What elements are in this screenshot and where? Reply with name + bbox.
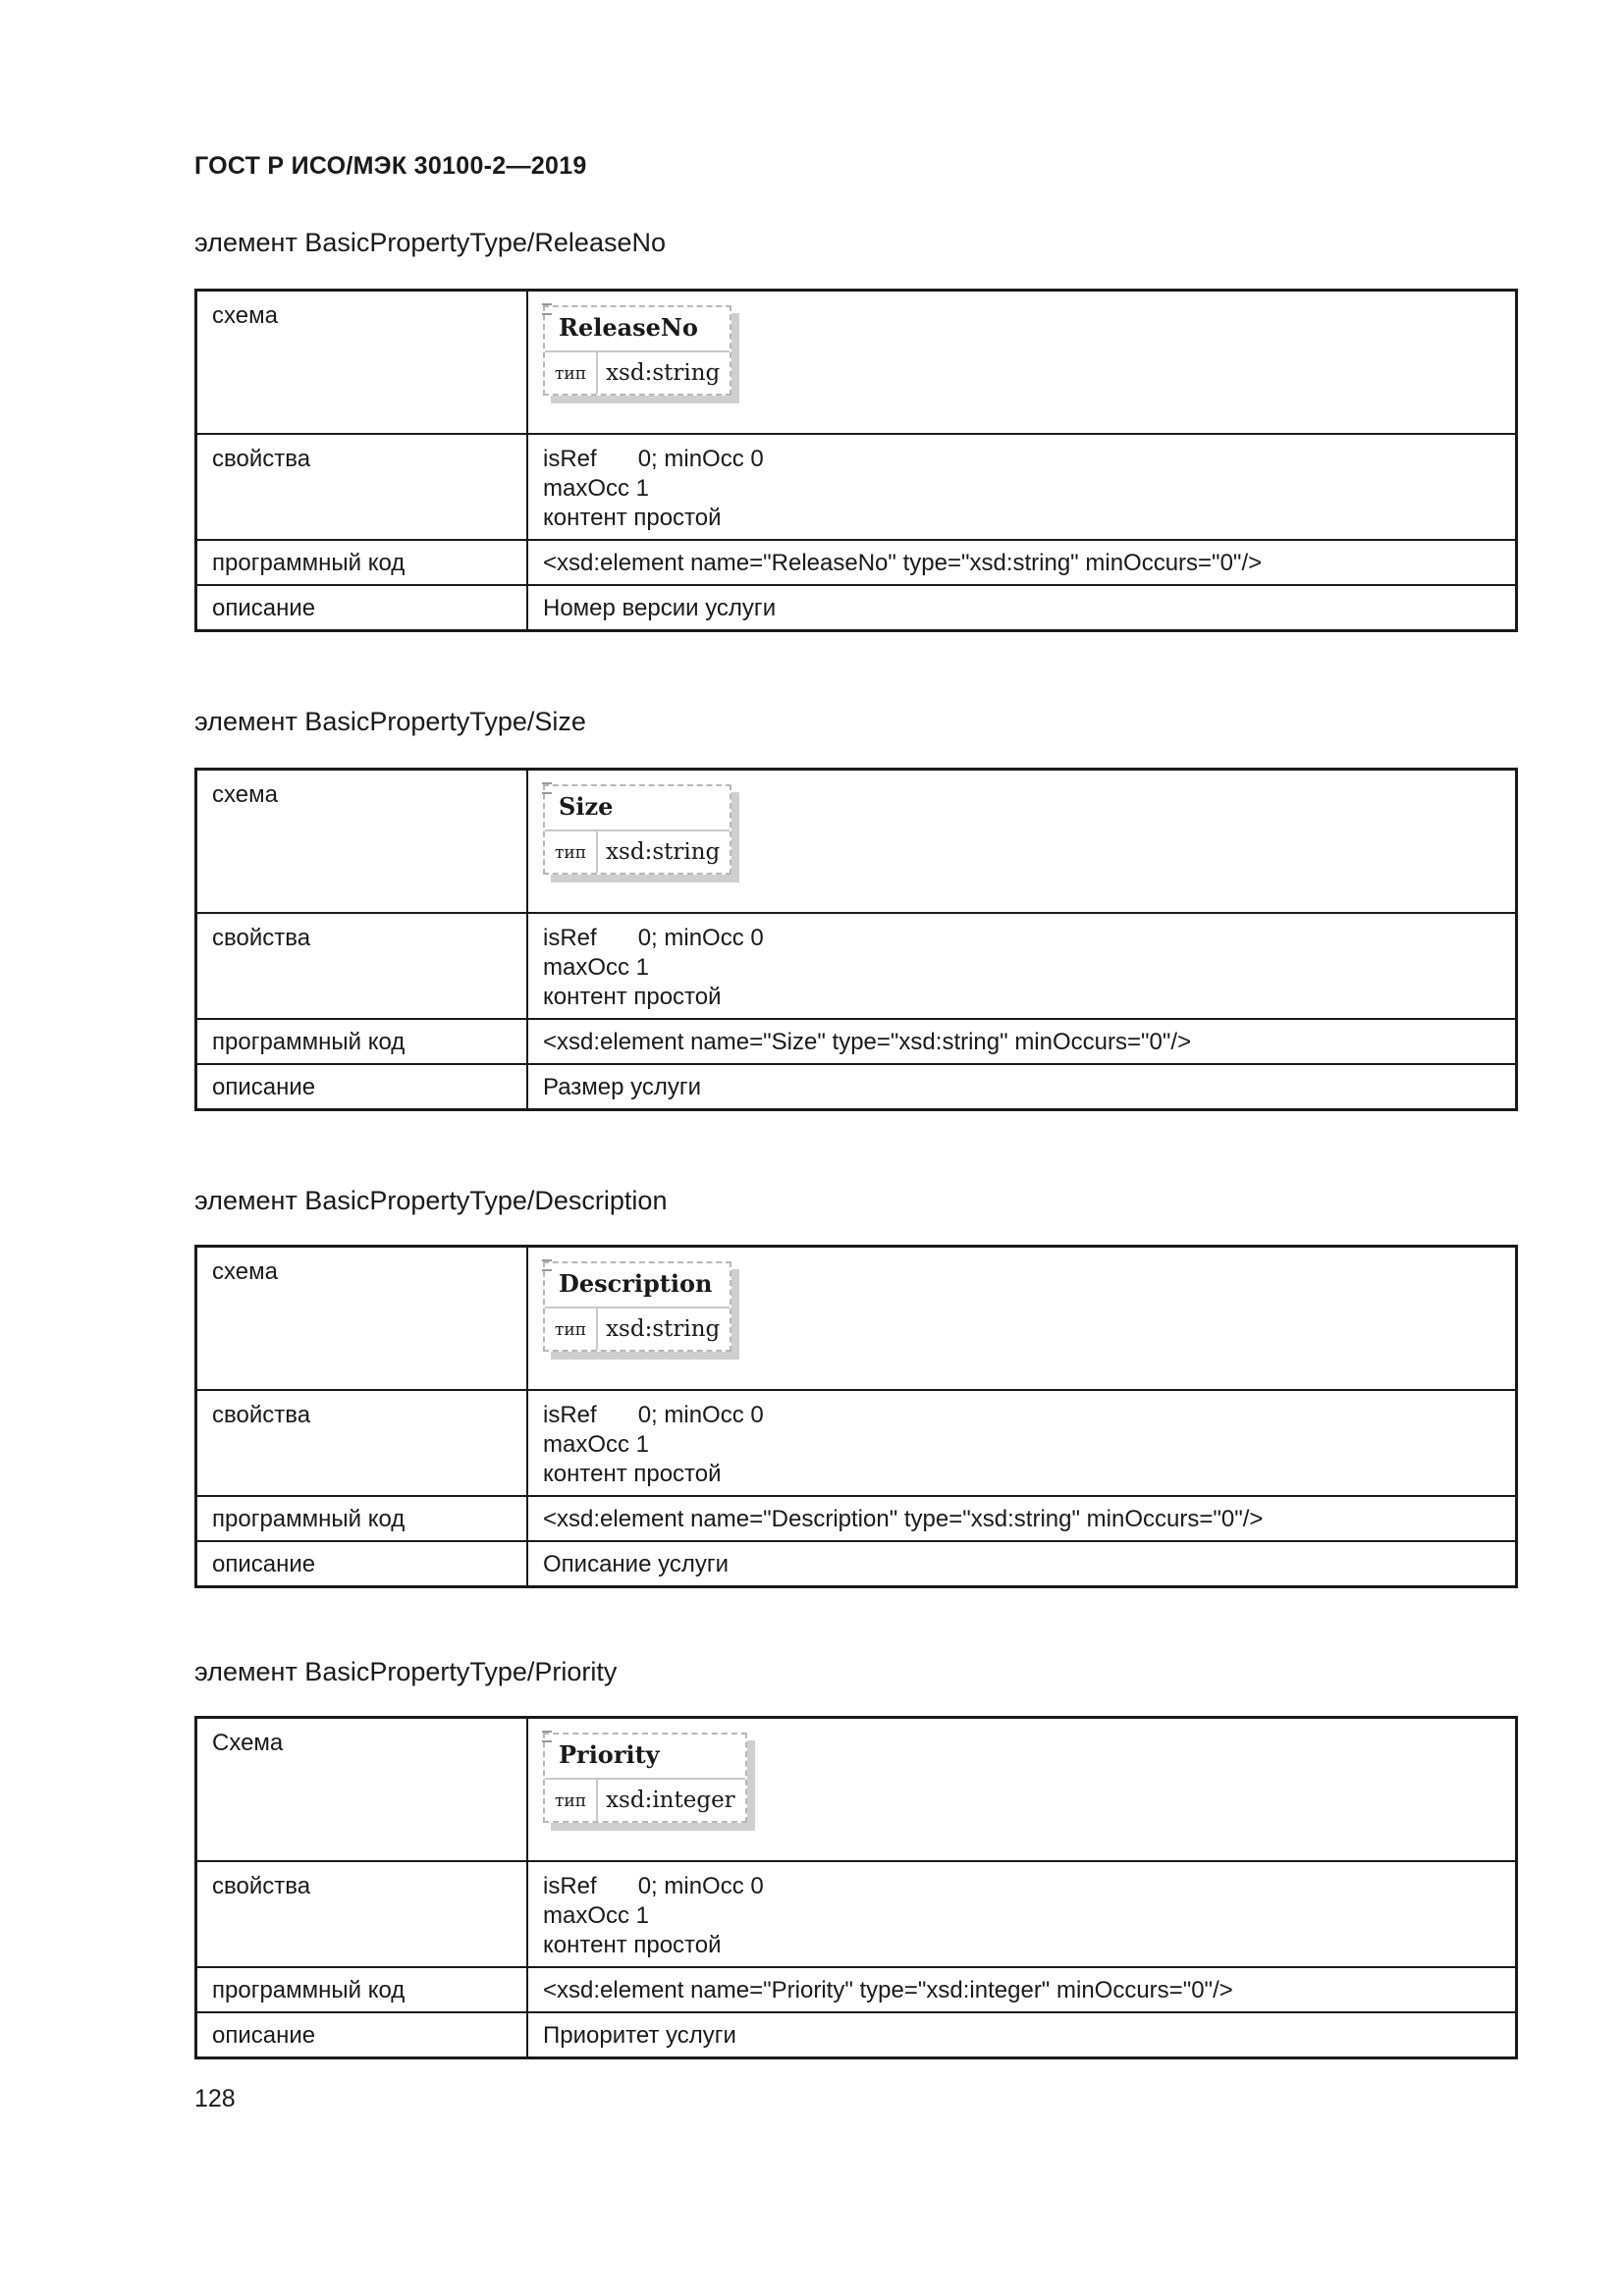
schema-element-name: Priority <box>559 1740 660 1769</box>
props-isref: isRef <box>543 925 597 951</box>
schema-type-row <box>545 1307 730 1350</box>
description-row <box>196 585 1517 631</box>
schema-type-value: xsd:integer <box>606 1788 735 1813</box>
schema-row <box>196 1247 1517 1391</box>
props-line-1 <box>543 924 1500 953</box>
code-label: программный код <box>196 1019 528 1064</box>
code-row <box>196 1967 1517 2012</box>
props-minocc: 0; minOcc 0 <box>637 1402 764 1428</box>
props-maxocc: maxOcc 1 <box>543 475 650 502</box>
schema-type-row <box>545 1778 745 1821</box>
description-row <box>196 2012 1517 2058</box>
properties-cell <box>527 1861 1517 1967</box>
props-maxocc: maxOcc 1 <box>543 1902 650 1929</box>
description-value: Размер услуги <box>527 1064 1517 1110</box>
properties-cell <box>527 434 1517 540</box>
props-maxocc: maxOcc 1 <box>543 1431 650 1458</box>
schema-type-label: тип <box>545 352 598 394</box>
description-label: описание <box>196 1064 528 1110</box>
properties-label: свойства <box>196 434 528 540</box>
code-value: <xsd:element name="ReleaseNo" type="xsd:string" minOccurs="0"/> <box>527 540 1517 585</box>
schema-label: схема <box>196 1247 528 1391</box>
properties-row <box>196 1861 1517 1967</box>
code-label: программный код <box>196 540 528 585</box>
props-minocc: 0; minOcc 0 <box>637 446 764 472</box>
props-content: контент простой <box>543 1461 722 1487</box>
schema-element-name: Description <box>559 1269 713 1298</box>
properties-cell <box>527 1390 1517 1496</box>
section-caption: элемент BasicPropertyType/Size <box>194 707 586 736</box>
code-value: <xsd:element name="Description" type="xsd:string" minOccurs="0"/> <box>527 1496 1517 1541</box>
description-label: описание <box>196 1541 528 1587</box>
props-content: контент простой <box>543 984 722 1010</box>
schema-diagram <box>543 784 731 875</box>
code-label: программный код <box>196 1967 528 2012</box>
schema-type-label: тип <box>545 1780 598 1821</box>
props-content: контент простой <box>543 505 722 531</box>
element-marker-icon <box>542 303 552 315</box>
description-label: описание <box>196 585 528 631</box>
props-isref: isRef <box>543 1402 597 1428</box>
element-marker-icon <box>542 782 552 794</box>
element-table <box>194 1716 1518 2059</box>
schema-row <box>196 770 1517 914</box>
description-label: описание <box>196 2012 528 2058</box>
schema-cell <box>527 1718 1517 1862</box>
schema-type-value: xsd:string <box>606 839 721 865</box>
description-value: Описание услуги <box>527 1541 1517 1587</box>
code-label: программный код <box>196 1496 528 1541</box>
description-row <box>196 1541 1517 1587</box>
props-line-1 <box>543 1872 1500 1901</box>
props-line-1 <box>543 445 1500 474</box>
properties-row <box>196 1390 1517 1496</box>
page-number: 128 <box>194 2085 236 2112</box>
schema-cell <box>527 1247 1517 1391</box>
section-caption: элемент BasicPropertyType/Priority <box>194 1657 618 1686</box>
schema-element-name: Size <box>559 792 614 821</box>
document-header: ГОСТ Р ИСО/МЭК 30100-2—2019 <box>194 152 587 180</box>
properties-label: свойства <box>196 913 528 1019</box>
schema-type-value: xsd:string <box>606 360 721 386</box>
section-caption: элемент BasicPropertyType/Description <box>194 1186 668 1215</box>
props-isref: isRef <box>543 1873 597 1899</box>
schema-type-row <box>545 829 730 873</box>
description-value: Номер версии услуги <box>527 585 1517 631</box>
element-marker-icon <box>542 1259 552 1271</box>
schema-type-value: xsd:string <box>606 1316 721 1342</box>
element-marker-icon <box>542 1731 552 1742</box>
schema-row <box>196 1718 1517 1862</box>
properties-row <box>196 434 1517 540</box>
description-row <box>196 1064 1517 1110</box>
props-minocc: 0; minOcc 0 <box>637 925 764 951</box>
schema-label: Схема <box>196 1718 528 1862</box>
props-isref: isRef <box>543 446 597 472</box>
schema-label: схема <box>196 291 528 435</box>
schema-type-row <box>545 350 730 394</box>
code-row <box>196 1019 1517 1064</box>
section-caption: элемент BasicPropertyType/ReleaseNo <box>194 228 666 257</box>
code-value: <xsd:element name="Priority" type="xsd:integer" minOccurs="0"/> <box>527 1967 1517 2012</box>
schema-type-label: тип <box>545 831 598 873</box>
props-line-1 <box>543 1401 1500 1430</box>
element-table <box>194 768 1518 1111</box>
properties-cell <box>527 913 1517 1019</box>
code-value: <xsd:element name="Size" type="xsd:string" minOccurs="0"/> <box>527 1019 1517 1064</box>
schema-cell <box>527 291 1517 435</box>
schema-diagram <box>543 305 731 396</box>
schema-row <box>196 291 1517 435</box>
props-maxocc: maxOcc 1 <box>543 954 650 981</box>
code-row <box>196 1496 1517 1541</box>
schema-diagram <box>543 1733 747 1823</box>
props-minocc: 0; minOcc 0 <box>637 1873 764 1899</box>
code-row <box>196 540 1517 585</box>
schema-cell <box>527 770 1517 914</box>
schema-label: схема <box>196 770 528 914</box>
properties-label: свойства <box>196 1861 528 1967</box>
schema-element-name: ReleaseNo <box>559 313 698 342</box>
description-value: Приоритет услуги <box>527 2012 1517 2058</box>
schema-type-label: тип <box>545 1308 598 1350</box>
properties-label: свойства <box>196 1390 528 1496</box>
props-content: контент простой <box>543 1932 722 1958</box>
schema-diagram <box>543 1261 731 1352</box>
element-table <box>194 1245 1518 1588</box>
properties-row <box>196 913 1517 1019</box>
element-table <box>194 289 1518 632</box>
